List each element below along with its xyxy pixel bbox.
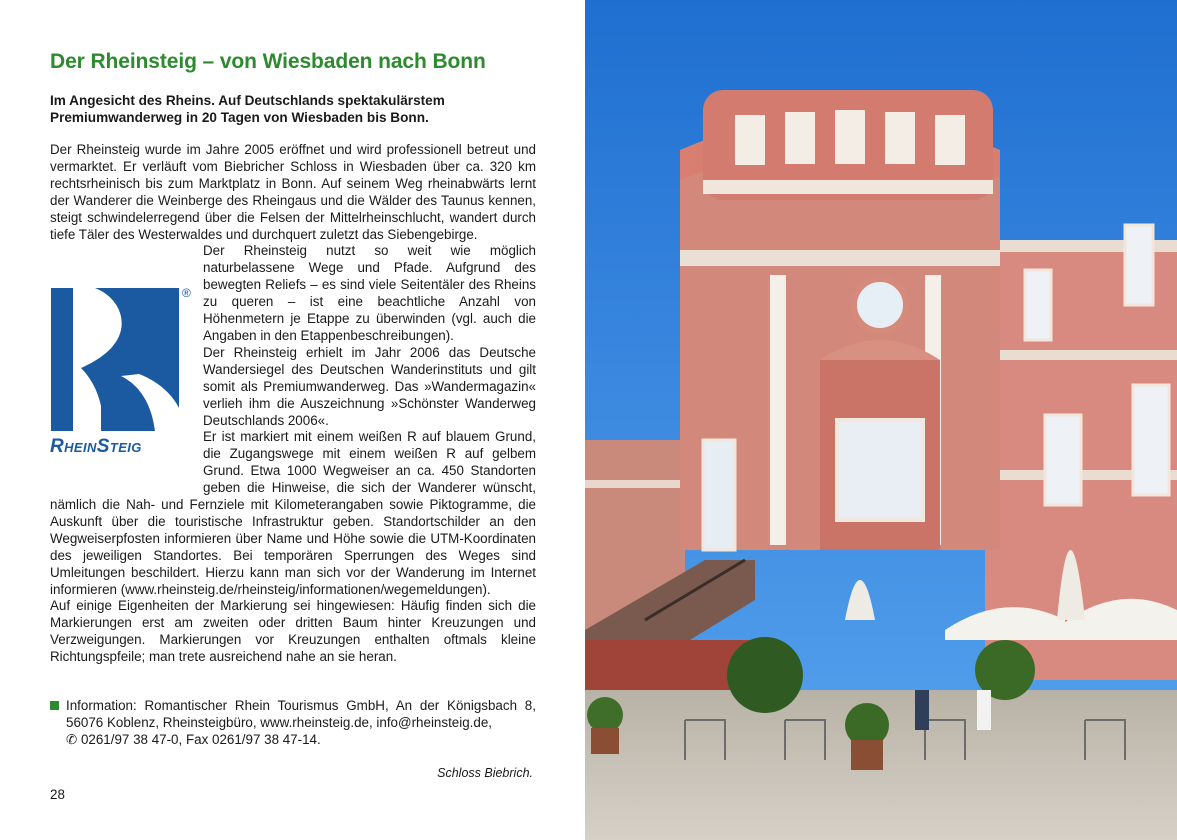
paragraph-5: Auf einige Eigenheiten der Markierung sei hingewiesen: Häufig finden sich die Markierungen erst am zweiten oder dritten Baum hinter Kreuzungen und Verzweigungen. Markierungen vor Kreuzungen enthalten oftmals kleine Richtungspfeile; man trete ausreichend nahe an sie heran. <box>50 598 536 665</box>
registered-mark: ® <box>182 286 191 301</box>
info-address: Romantischer Rhein Tourismus GmbH, An der Königsbach 8, 56076 Koblenz, Rheinsteigbüro, www.rheinsteig.de, info@rheinsteig.de, <box>66 698 536 730</box>
paragraph-1: Der Rheinsteig wurde im Jahre 2005 eröffnet und wird professionell betreut und vermarktet. Er verläuft vom Biebricher Schloss in Wiesbaden über ca. 320 km rechtsrheinisch bis zum Marktplatz in Bonn. Auf seinem Weg rheinabwärts lernt der Wanderer die Weinberge des Rheingaus und die Wälder des Taunus kennen, steigt schwindelerregend über die Felsen der Mittelrheinschlucht, wandert durch tiefe Täler des Westerwaldes und durchquert zuletzt das Siebengebirge. <box>50 142 536 242</box>
info-phone: 0261/97 38 47-0, Fax 0261/97 38 47-14. <box>80 732 321 747</box>
logo-wordmark: RheinSteig <box>50 436 142 458</box>
body-text <box>50 142 536 666</box>
paragraph-2: Der Rheinsteig nutzt so weit wie möglich naturbelassene Wege und Pfade. Aufgrund des bewegten Reliefs – es sind viele Seitentäler des Rheins zu queren – ist eine beachtliche Anzahl von Höhenmetern je Etappe zu überwinden (vgl. auch die Angaben in den Etappenbeschreibungen). <box>203 243 536 343</box>
info-box <box>50 697 536 748</box>
info-text <box>66 697 536 748</box>
castle-photo <box>585 0 1177 840</box>
photo-caption: Schloss Biebrich. <box>437 766 533 780</box>
left-page <box>0 0 585 840</box>
paragraph-3: Der Rheinsteig erhielt im Jahr 2006 das Deutsche Wandersiegel des Deutschen Wanderinstituts und gilt somit als Premiumwanderweg. Das »Wandermagazin« verlieh ihm die Auszeichnung »Schönster Wanderweg Deutschlands 2006«. <box>203 344 536 428</box>
info-bullet-icon <box>50 701 59 710</box>
schloss-biebrich-image <box>585 0 1177 840</box>
rheinsteig-logo <box>50 243 200 493</box>
page-heading: Der Rheinsteig – von Wiesbaden nach Bonn <box>50 50 486 73</box>
paragraph-4: Er ist markiert mit einem weißen R auf blauem Grund, die Zugangswege mit einem weißen R auf gelbem Grund. Etwa 1000 Wegweiser an ca. 450 Standorten geben die Hinweise, die sich der Wanderer wünscht, nämlich die Nah- und Fernziele mit Kilometerangaben sowie Piktogramme, die Auskunft über die touristische Infrastruktur geben. Standortschilder an den Wegweiserpfosten informieren über Name und Höhe sowie die UTM-Koordinaten des jeweiligen Standortes. Bei temporären Sperrungen des Weges sind Umleitungen beschildert. Hierzu kann man sich vor der Wanderung im Internet informieren (www.rheinsteig.de/rheinsteig/informationen/wegemeldungen). <box>50 429 536 597</box>
info-label: Information: <box>66 698 137 713</box>
rheinsteig-r-logo-icon <box>51 288 179 431</box>
phone-icon: ✆ <box>66 732 78 747</box>
lead-paragraph: Im Angesicht des Rheins. Auf Deutschlands spektakulärstem Premiumwanderweg in 20 Tagen von Wiesbaden bis Bonn. <box>50 93 445 125</box>
page-number: 28 <box>50 787 65 802</box>
